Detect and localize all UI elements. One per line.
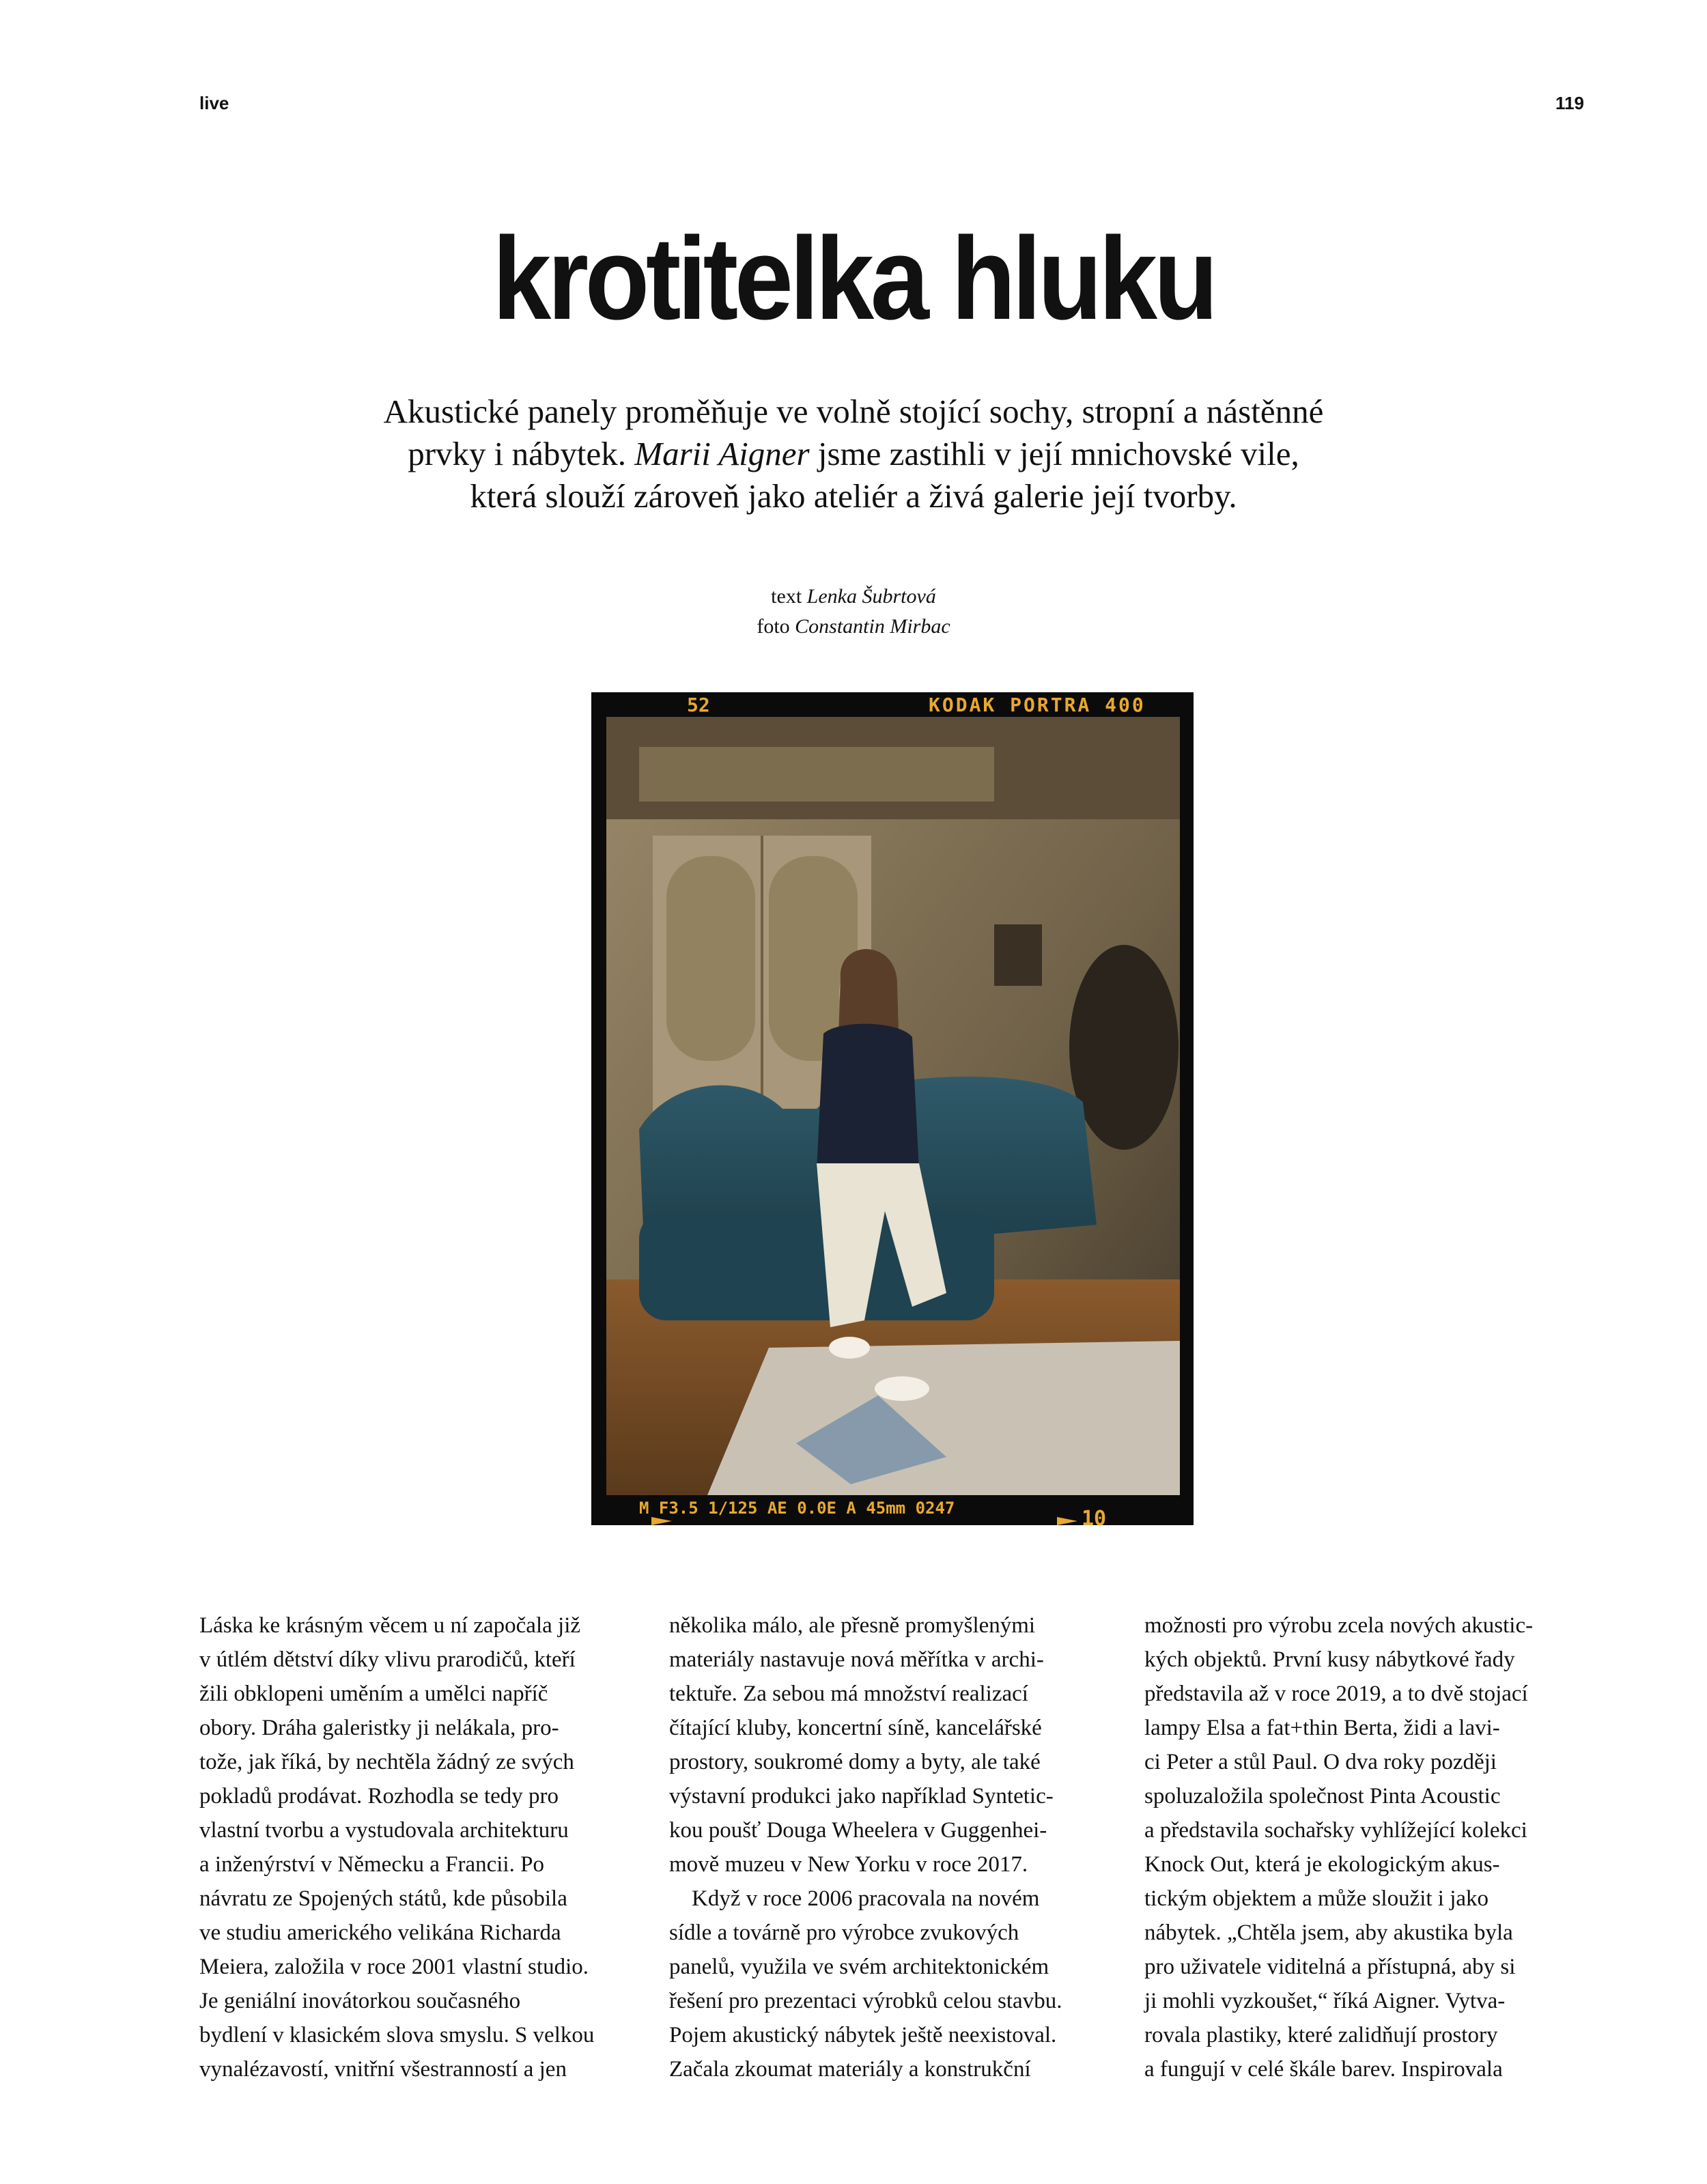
- article-title: krotitelka hluku: [492, 213, 1215, 344]
- lead-line-2-post: jsme zastihli v její mnichovské vile,: [809, 435, 1299, 472]
- film-exif-readout: M F3.5 1/125 AE 0.0E A 45mm 0247: [639, 1499, 955, 1518]
- article-lead: [259, 391, 1448, 517]
- section-label: live: [199, 93, 229, 113]
- lead-line-3: která slouží zároveň jako ateliér a živá galerie její tvorby.: [470, 477, 1237, 515]
- photo-credit-author: Constantin Mirbac: [795, 615, 950, 638]
- photo-credit: [0, 612, 1707, 642]
- text-credit-label: text: [771, 585, 802, 608]
- credits: [0, 582, 1707, 642]
- photo-credit-label: foto: [757, 615, 790, 638]
- text-credit-author: Lenka Šubrtová: [806, 585, 936, 608]
- film-stock-label: KODAK PORTRA 400: [929, 694, 1146, 716]
- film-frame-marker: 10: [1082, 1507, 1107, 1525]
- lead-line-2-pre: prvky i nábytek.: [408, 435, 635, 472]
- film-frame-number: 52: [687, 694, 710, 716]
- portrait-photo: [591, 692, 1194, 1525]
- lead-subject-name: Marii Aigner: [634, 435, 810, 472]
- body-column-3: možnosti pro výrobu zcela nových akustic- kých objektů. První kusy nábytkové řady představila až v roce 2019, a to dvě stojací lampy Elsa a fat+thin Berta, židi a lavi- ci Peter a stůl Paul. O dva roky později spoluzaložila společnost Pinta Acoustic a představila sochařsky vyhlížející kolekci Knock Out, která je ekologickým akus- tickým objektem a může sloužit i jako nábytek. „Chtěla jsem, aby akustika byla pro uživatele viditelná a přístupná, aby si ji mohli vyzkoušet,“ říká Aigner. Vytva- rovala plastiky, které zalidňují prostory a fungují v celé škále barev. Inspirovala: [1144, 1613, 1534, 2082]
- page-number: 119: [1555, 93, 1584, 113]
- text-credit: [0, 582, 1707, 612]
- lead-line-1: Akustické panely proměňuje ve volně stojící sochy, stropní a nástěnné: [383, 393, 1324, 430]
- body-column-1: Láska ke krásným věcem u ní započala již v útlém dětství díky vlivu prarodičů, kteří žili obklopeni uměním a umělci napříč obory. Dráha galeristky ji nelákala, pro- tože, jak říká, by nechtěla žádný ze svých pokladů prodávat. Rozhodla se tedy pro vlastní tvorbu a vystudovala architekturu a inženýrství v Německu a Francii. Po návratu ze Spojených států, kde působila ve studiu amerického velikána Richarda Meiera, založila v roce 2001 vlastní studio. Je geniální inovátorkou současného bydlení v klasickém slova smyslu. S velkou vynalézavostí, vnitřní všestranností a jen: [199, 1613, 595, 2082]
- body-column-2: několika málo, ale přesně promyšlenými materiály nastavuje nová měřítka v archi- tektuře. Za sebou má množství realizací čítající kluby, koncertní síně, kancelářské prostory, soukromé domy a byty, ale také výstavní produkci jako například Syntetic- kou poušť Douga Wheelera v Guggenhei- mově muzeu v New Yorku v roce 2017. Když v roce 2006 pracovala na novém sídle a továrně pro výrobce zvukových panelů, využila ve svém architektonickém řešení pro prezentaci výrobků celou stavbu. Pojem akustický nábytek ještě neexistoval. Začala zkoumat materiály a konstrukční: [669, 1613, 1062, 2082]
